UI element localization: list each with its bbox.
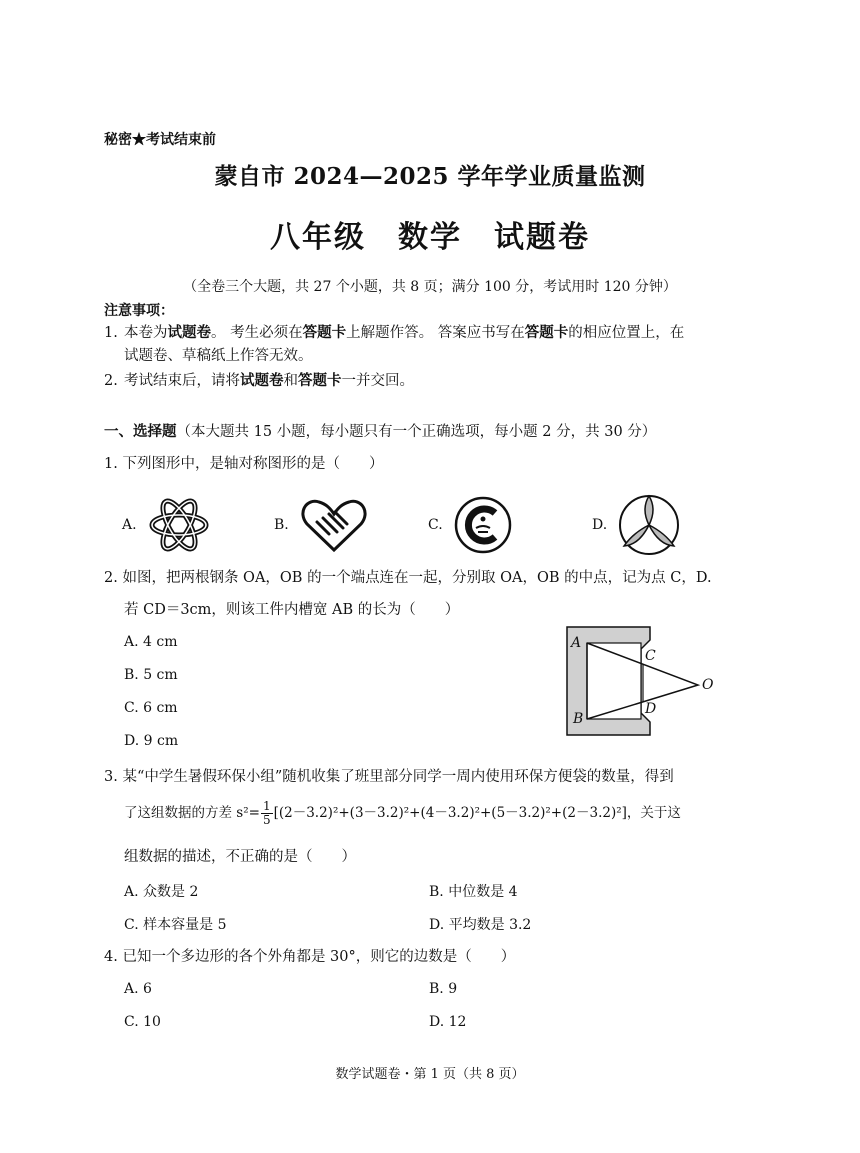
question-2-line-1: 2. 如图，把两根钢条 OA，OB 的一个端点连在一起，分别取 OA，OB 的中点，记为点 C，D. — [104, 570, 712, 586]
q2-workpiece-figure — [565, 625, 715, 737]
q2-option-a[interactable]: A. 4 cm — [124, 634, 178, 650]
exam-info: （全卷三个大题，共 27 个小题，共 8 页；满分 100 分，考试用时 120 分钟） — [183, 279, 677, 295]
q1-option-a[interactable] — [122, 500, 211, 550]
point-a-label: A — [571, 635, 582, 651]
notice-item-1 — [104, 322, 684, 344]
option-label: C. — [428, 517, 443, 533]
question-1-stem: 1. 下列图形中，是轴对称图形的是（ ） — [104, 456, 384, 472]
option-label: D. — [592, 517, 608, 533]
bold-text: 试题卷 — [240, 372, 284, 389]
text: 。 考生必须在 — [211, 325, 303, 341]
question-3-line-3: 组数据的描述，不正确的是（ ） — [124, 849, 356, 865]
section-1-title: 一、选择题 — [104, 423, 177, 440]
q3-option-d[interactable]: D. 平均数是 3.2 — [429, 917, 532, 933]
bold-text: 答题卡 — [298, 372, 342, 389]
option-label: B. — [274, 517, 289, 533]
point-c-label: C — [645, 648, 656, 664]
fraction-denominator: 5 — [262, 813, 271, 827]
confidential-mark: 秘密★考试结束前 — [104, 132, 216, 148]
notice-item-1-cont: 试题卷、草稿纸上作答无效。 — [124, 348, 313, 364]
question-4-stem: 4. 已知一个多边形的各个外角都是 30°，则它的边数是（ ） — [104, 949, 516, 965]
variance-formula: [(2－3.2)²+(3－3.2)²+(4－3.2)²+(5－3.2)²+(2－3.2)²]，关于这 — [273, 805, 681, 821]
text: 本卷为 — [124, 325, 168, 341]
text: 考试结束后，请将 — [124, 373, 240, 389]
notice-item-1-number: 1. — [104, 325, 118, 341]
page-footer: 数学试题卷・第 1 页（共 8 页） — [335, 1067, 525, 1082]
text: 和 — [283, 373, 298, 389]
q3-option-c[interactable]: C. 样本容量是 5 — [124, 917, 227, 933]
point-o-label: O — [702, 677, 714, 693]
q4-option-b[interactable]: B. 9 — [429, 981, 458, 997]
q1-option-d[interactable] — [592, 500, 681, 550]
text: 的相应位置上，在 — [568, 325, 685, 341]
circle-three-petals-icon — [617, 493, 681, 557]
text: 上解题作答。 答案应书写在 — [346, 325, 525, 341]
question-2-line-2: 若 CD＝3cm，则该工件内槽宽 AB 的长为（ ） — [124, 602, 460, 618]
notice-title: 注意事项： — [104, 303, 174, 319]
exam-subtitle: 八年级 数学 试题卷 — [270, 220, 590, 255]
notice-item-2-number: 2. — [104, 373, 118, 389]
question-3-line-1: 3. 某“中学生暑假环保小组”随机收集了班里部分同学一周内使用环保方便袋的数量，得到 — [104, 769, 674, 785]
knot-logo-icon — [147, 496, 211, 554]
fraction-one-fifth — [261, 800, 273, 827]
q4-option-c[interactable]: C. 10 — [124, 1014, 161, 1030]
q2-option-c[interactable]: C. 6 cm — [124, 700, 178, 716]
q2-option-b[interactable]: B. 5 cm — [124, 667, 178, 683]
text: 一并交回。 — [341, 373, 414, 389]
fraction-numerator: 1 — [262, 799, 271, 813]
section-1-desc: （本大题共 15 小题，每小题只有一个正确选项，每小题 2 分，共 30 分） — [176, 424, 657, 440]
question-3-line-2 — [124, 800, 681, 827]
variance-prefix: 了这组数据的方差 s²= — [124, 805, 260, 821]
q4-option-a[interactable]: A. 6 — [124, 981, 152, 997]
exam-title: 蒙自市 2024—2025 学年学业质量监测 — [214, 163, 646, 190]
q1-option-c[interactable] — [428, 500, 513, 550]
q3-option-a[interactable]: A. 众数是 2 — [124, 884, 199, 900]
section-1-heading — [104, 421, 656, 443]
q4-option-d[interactable]: D. 12 — [429, 1014, 467, 1030]
circle-c-logo-icon — [453, 495, 513, 555]
bold-text: 答题卡 — [302, 324, 347, 341]
bold-text: 试题卷 — [167, 324, 211, 341]
q3-option-b[interactable]: B. 中位数是 4 — [429, 884, 518, 900]
heart-handshake-icon — [299, 496, 369, 554]
q1-option-b[interactable] — [274, 500, 369, 550]
point-b-label: B — [573, 711, 584, 727]
notice-item-2 — [104, 370, 414, 392]
bold-text: 答题卡 — [524, 324, 569, 341]
option-label: A. — [122, 517, 137, 533]
q2-option-d[interactable]: D. 9 cm — [124, 733, 179, 749]
point-d-label: D — [645, 701, 657, 717]
